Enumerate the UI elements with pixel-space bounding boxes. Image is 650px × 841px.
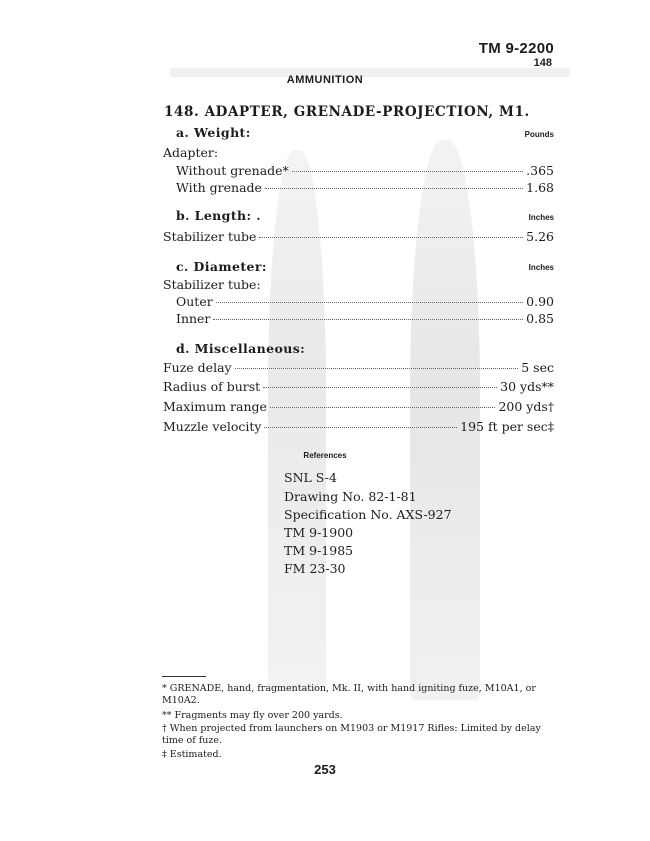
footnote: † When projected from launchers on M1903 or M1917 Rifles: Limited by delay time of fuze. — [162, 723, 541, 746]
header-section-number: 148 — [533, 57, 552, 69]
leader-dots — [265, 188, 523, 189]
footnote-rule — [162, 676, 206, 677]
spec-row-without-grenade — [176, 163, 554, 179]
leader-dots — [259, 237, 523, 238]
spec-value: 5 sec — [521, 360, 554, 375]
reference-item: Specification No. AXS-927 — [284, 507, 452, 522]
spec-row-stabilizer-tube-length — [163, 229, 554, 245]
spec-label: Outer — [176, 294, 213, 309]
spec-label: Radius of burst — [163, 379, 261, 394]
misc-heading: d. Miscellaneous: — [176, 341, 306, 356]
weight-unit: Pounds — [524, 130, 554, 139]
section-title: 148. ADAPTER, GRENADE-PROJECTION, M1. — [164, 104, 530, 120]
spec-label: Maximum range — [163, 399, 267, 414]
spec-label: Inner — [176, 311, 211, 326]
spec-value: 195 ft per sec‡ — [460, 419, 554, 434]
reference-item: FM 23-30 — [284, 561, 346, 576]
references-heading: References — [303, 451, 347, 460]
spec-label: With grenade — [176, 180, 262, 195]
spec-value: 0.85 — [526, 311, 554, 326]
weight-group-label: Adapter: — [163, 145, 219, 160]
footnote: ** Fragments may fly over 200 yards. — [162, 710, 343, 721]
footnote: ‡ Estimated. — [162, 749, 222, 760]
reference-item: TM 9-1900 — [284, 525, 354, 540]
running-title: AMMUNITION — [286, 74, 364, 86]
spec-row-muzzle-velocity — [163, 419, 554, 435]
reference-item: Drawing No. 82-1-81 — [284, 489, 417, 504]
leader-dots — [213, 319, 523, 320]
manual-number: TM 9-2200 — [478, 40, 554, 57]
leader-dots — [235, 368, 519, 369]
page-number: 253 — [314, 762, 336, 777]
length-unit: Inches — [528, 213, 554, 222]
leader-dots — [270, 407, 496, 408]
spec-label: Fuze delay — [163, 360, 232, 375]
spec-row-radius-of-burst — [163, 379, 554, 395]
spec-label: Muzzle velocity — [163, 419, 262, 434]
spec-row-maximum-range — [163, 399, 554, 415]
spec-value: 1.68 — [526, 180, 554, 195]
spec-value: .365 — [526, 163, 554, 178]
footnote: * GRENADE, hand, fragmentation, Mk. II, with hand igniting fuze, M10A1, or M10A2. — [162, 683, 536, 706]
weight-heading: a. Weight: — [176, 125, 251, 140]
leader-dots — [216, 302, 523, 303]
leader-dots — [292, 171, 523, 172]
spec-label: Stabilizer tube — [163, 229, 257, 244]
length-heading: b. Length: . — [176, 208, 261, 223]
reference-item: SNL S-4 — [284, 470, 337, 485]
leader-dots — [263, 387, 497, 388]
diameter-unit: Inches — [528, 263, 554, 272]
leader-dots — [264, 427, 457, 428]
spec-row-with-grenade — [176, 180, 554, 196]
diameter-group-label: Stabilizer tube: — [163, 277, 261, 292]
spec-label: Without grenade* — [176, 163, 289, 178]
spec-value: 5.26 — [526, 229, 554, 244]
spec-row-outer — [176, 294, 554, 310]
diameter-heading: c. Diameter: — [176, 259, 267, 274]
spec-value: 200 yds† — [498, 399, 554, 414]
spec-value: 30 yds** — [500, 379, 554, 394]
spec-row-inner — [176, 311, 554, 327]
reference-item: TM 9-1985 — [284, 543, 354, 558]
spec-value: 0.90 — [526, 294, 554, 309]
spec-row-fuze-delay — [163, 360, 554, 376]
